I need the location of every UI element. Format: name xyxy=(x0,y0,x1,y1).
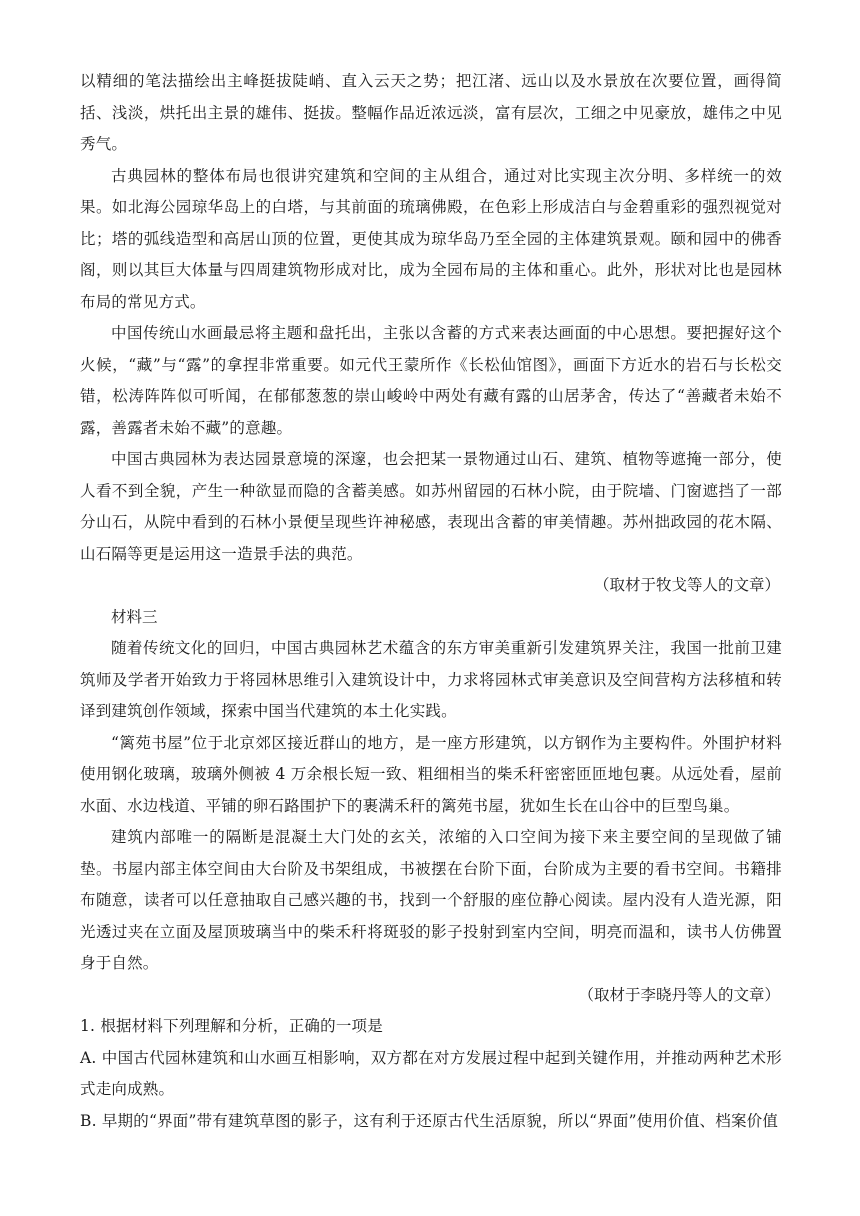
paragraph-6: “篱苑书屋”位于北京郊区接近群山的地方，是一座方形建筑，以方钢作为主要构件。外围护材料使用钢化玻璃，玻璃外侧被 4 万余根长短一致、粗细相当的柴禾秆密密匝匝地包裹。从远处看，屋前水面、水边栈道、平铺的卵石路围护下的裹满禾秆的篱苑书屋，犹如生长在山谷中的巨型鸟巢。 xyxy=(80,733,782,815)
material-three-heading: 材料三 xyxy=(111,607,158,626)
paragraph-1: 以精细的笔法描绘出主峰挺拔陡峭、直入云天之势；把江渚、远山以及水景放在次要位置，画得简括、浅淡，烘托出主景的雄伟、挺拔。整幅作品近浓远淡，富有层次，工细之中见豪放，雄伟之中见秀气。 xyxy=(80,72,782,153)
paragraph-3: 中国传统山水画最忌将主题和盘托出，主张以含蓄的方式来表达画面的中心思想。要把握好这个火候，“藏”与“露”的拿捏非常重要。如元代王蒙所作《长松仙馆图》，画面下方近水的岩石与长松交错，松涛阵阵似可听闻，在郁郁葱葱的崇山峻岭中两处有藏有露的山居茅舍，传达了“善藏者未始不露，善露者未始不藏”的意趣。 xyxy=(80,324,782,437)
source-citation-2: （取材于李晓丹等人的文章） xyxy=(578,985,780,1004)
paragraph-7: 建筑内部唯一的隔断是混凝土大门处的玄关，浓缩的入口空间为接下来主要空间的呈现做了铺垫。书屋内部主体空间由大台阶及书架组成，书被摆在台阶下面，台阶成为主要的看书空间。书籍排布随意，读者可以任意抽取自己感兴趣的书，找到一个舒服的座位静心阅读。屋内没有人造光源，阳光透过夹在立面及屋顶玻璃当中的柴禾秆将斑驳的影子投射到室内空间，明亮而温和，读书人仿佛置身于自然。 xyxy=(80,828,782,972)
source-citation-1: （取材于牧戈等人的文章） xyxy=(593,576,780,594)
document-page xyxy=(80,66,782,1137)
paragraph-4: 中国古典园林为表达园景意境的深邃，也会把某一景物通过山石、建筑、植物等遮掩一部分，使人看不到全貌，产生一种欲显而隐的含蓄美感。如苏州留园的石林小院，由于院墙、门窗遮挡了一部分山石，从院中看到的石林小景便呈现些许神秘感，表现出含蓄的审美情趣。苏州拙政园的花木隔、山石隔等更是运用这一造景手法的典范。 xyxy=(80,450,782,563)
question-1-option-b: B. 早期的“界面”带有建筑草图的影子，这有利于还原古代生活原貌，所以“界面”使用价值、档案价值 xyxy=(80,1111,779,1130)
question-1-stem: 1. 根据材料下列理解和分析，正确的一项是 xyxy=(80,1017,383,1035)
question-1-option-a: A. 中国古代园林建筑和山水画互相影响，双方都在对方发展过程中起到关键作用，并推动两种艺术形式走向成熟。 xyxy=(80,1048,782,1098)
paragraph-5: 随着传统文化的回归，中国古典园林艺术蕴含的东方审美重新引发建筑界关注，我国一批前卫建筑师及学者开始致力于将园林思维引入建筑设计中，力求将园林式审美意识及空间营构方法移植和转译到建筑创作领域，探索中国当代建筑的本土化实践。 xyxy=(80,639,782,720)
paragraph-2: 古典园林的整体布局也很讲究建筑和空间的主从组合，通过对比实现主次分明、多样统一的效果。如北海公园琼华岛上的白塔，与其前面的琉璃佛殿，在色彩上形成洁白与金碧重彩的强烈视觉对比；塔的弧线造型和高居山顶的位置，更使其成为琼华岛乃至全园的主体建筑景观。颐和园中的佛香阁，则以其巨大体量与四周建筑物形成对比，成为全园布局的主体和重心。此外，形状对比也是园林布局的常见方式。 xyxy=(80,166,782,311)
